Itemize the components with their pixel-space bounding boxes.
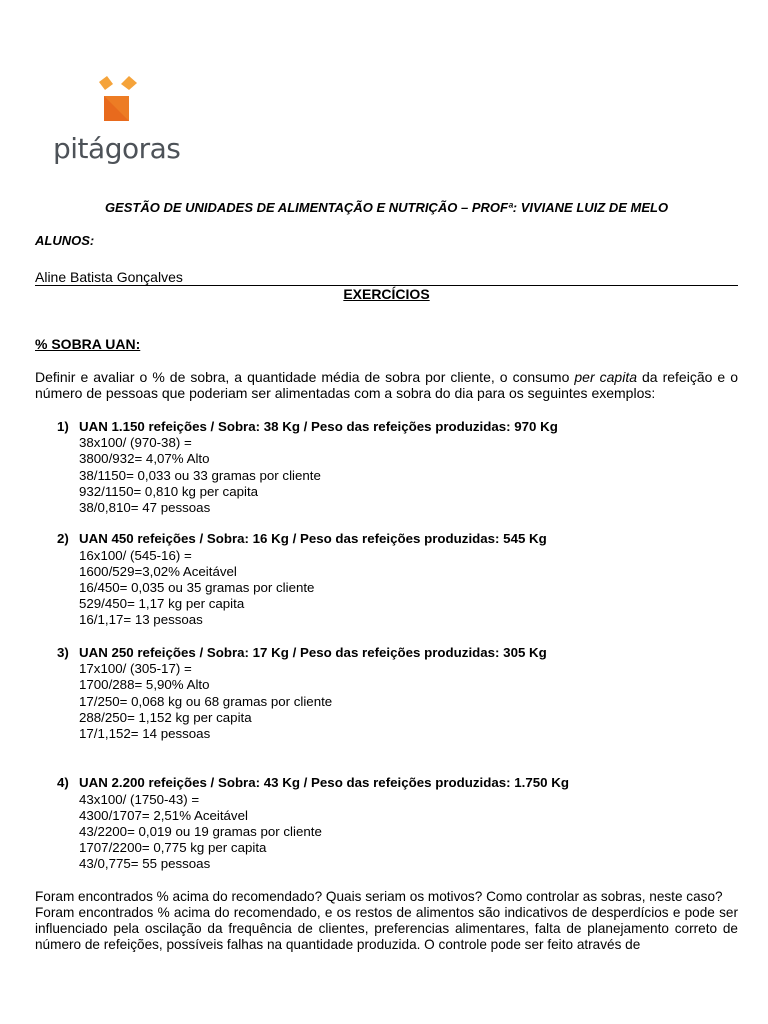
calc-line: 529/450= 1,17 kg per capita bbox=[79, 596, 245, 612]
exercise-calculations bbox=[79, 792, 738, 873]
exercise-calculations bbox=[79, 661, 738, 742]
document-body bbox=[35, 200, 738, 953]
exercise-1 bbox=[57, 419, 738, 516]
exercise-header bbox=[57, 531, 738, 547]
exercise-header bbox=[57, 645, 738, 661]
question-paragraph: Foram encontrados % acima do recomendado? Quais seriam os motivos? Como controlar as sobras, neste caso? bbox=[35, 888, 723, 904]
calc-line: 932/1150= 0,810 kg per capita bbox=[79, 483, 259, 499]
intro-paragraph bbox=[35, 369, 738, 402]
calc-line: 288/250= 1,152 kg per capita bbox=[79, 709, 252, 725]
intro-text-emphasis: per capita bbox=[574, 369, 637, 386]
calc-line: 43/0,775= 55 pessoas bbox=[79, 856, 211, 872]
calc-line: 43x100/ (1750-43) = bbox=[79, 791, 200, 807]
exercise-title: UAN 250 refeições / Sobra: 17 Kg / Peso das refeições produzidas: 305 Kg bbox=[79, 644, 547, 660]
intro-text-start: Definir e avaliar o % de sobra, a quantidade média de sobra por cliente, o consumo bbox=[35, 369, 575, 386]
alunos-label: ALUNOS: bbox=[35, 233, 95, 249]
exercise-calculations bbox=[79, 435, 738, 516]
pitagoras-logo-icon bbox=[91, 76, 141, 128]
calc-line: 3800/932= 4,07% Alto bbox=[79, 451, 210, 467]
calc-line: 1707/2200= 0,775 kg per capita bbox=[79, 840, 267, 856]
calc-line: 16/1,17= 13 pessoas bbox=[79, 612, 203, 628]
calc-line: 17/250= 0,068 kg ou 68 gramas por cliente bbox=[79, 693, 333, 709]
answer-paragraph: Foram encontrados % acima do recomendado, e os restos de alimentos são indicativos de desperdícios e pode ser influenciado pela oscilação da frequência de clientes, preferencias alimentares, falta de planejamento correto de número de refeições, possíveis falhas na quantidade produzida. O controle pode ser feito através de bbox=[35, 904, 738, 952]
calc-line: 16/450= 0,035 ou 35 gramas por cliente bbox=[79, 580, 315, 596]
exercise-calculations bbox=[79, 548, 738, 629]
exercise-2 bbox=[57, 531, 738, 628]
student-name: Aline Batista Gonçalves bbox=[35, 269, 738, 286]
calc-line: 43/2200= 0,019 ou 19 gramas por cliente bbox=[79, 823, 322, 839]
exercise-number: 3) bbox=[57, 644, 69, 660]
exercise-4 bbox=[57, 775, 738, 872]
exercise-title: UAN 1.150 refeições / Sobra: 38 Kg / Peso das refeições produzidas: 970 Kg bbox=[79, 418, 558, 434]
calc-line: 1700/288= 5,90% Alto bbox=[79, 677, 210, 693]
calc-line: 17/1,152= 14 pessoas bbox=[79, 725, 211, 741]
exercise-title: UAN 450 refeições / Sobra: 16 Kg / Peso das refeições produzidas: 545 Kg bbox=[79, 531, 547, 547]
exercise-header bbox=[57, 775, 738, 791]
exercise-number: 2) bbox=[57, 531, 69, 547]
exercise-3 bbox=[57, 645, 738, 742]
pitagoras-logo-text: pitágoras bbox=[53, 132, 181, 165]
section-title: EXERCÍCIOS bbox=[343, 286, 430, 303]
calc-line: 38x100/ (970-38) = bbox=[79, 435, 192, 451]
calc-line: 16x100/ (545-16) = bbox=[79, 547, 192, 563]
exercise-title: UAN 2.200 refeições / Sobra: 43 Kg / Peso das refeições produzidas: 1.750 Kg bbox=[79, 775, 569, 791]
document-title: GESTÃO DE UNIDADES DE ALIMENTAÇÃO E NUTRIÇÃO – PROFª: VIVIANE LUIZ DE MELO bbox=[104, 200, 669, 215]
calc-line: 4300/1707= 2,51% Aceitável bbox=[79, 807, 248, 823]
calc-line: 17x100/ (305-17) = bbox=[79, 661, 192, 677]
calc-line: 1600/529=3,02% Aceitável bbox=[79, 563, 237, 579]
calc-line: 38/0,810= 47 pessoas bbox=[79, 500, 211, 516]
intro-text-end: da refeição e o número de pessoas que poderiam ser alimentadas com a sobra do dia para os seguintes exemplos: bbox=[35, 369, 739, 402]
exercise-number: 1) bbox=[57, 418, 69, 434]
calc-line: 38/1150= 0,033 ou 33 gramas por cliente bbox=[79, 467, 321, 483]
pitagoras-logo bbox=[53, 76, 183, 168]
exercise-header bbox=[57, 419, 738, 435]
subsection-title: % SOBRA UAN: bbox=[35, 335, 141, 352]
exercise-number: 4) bbox=[57, 775, 69, 791]
